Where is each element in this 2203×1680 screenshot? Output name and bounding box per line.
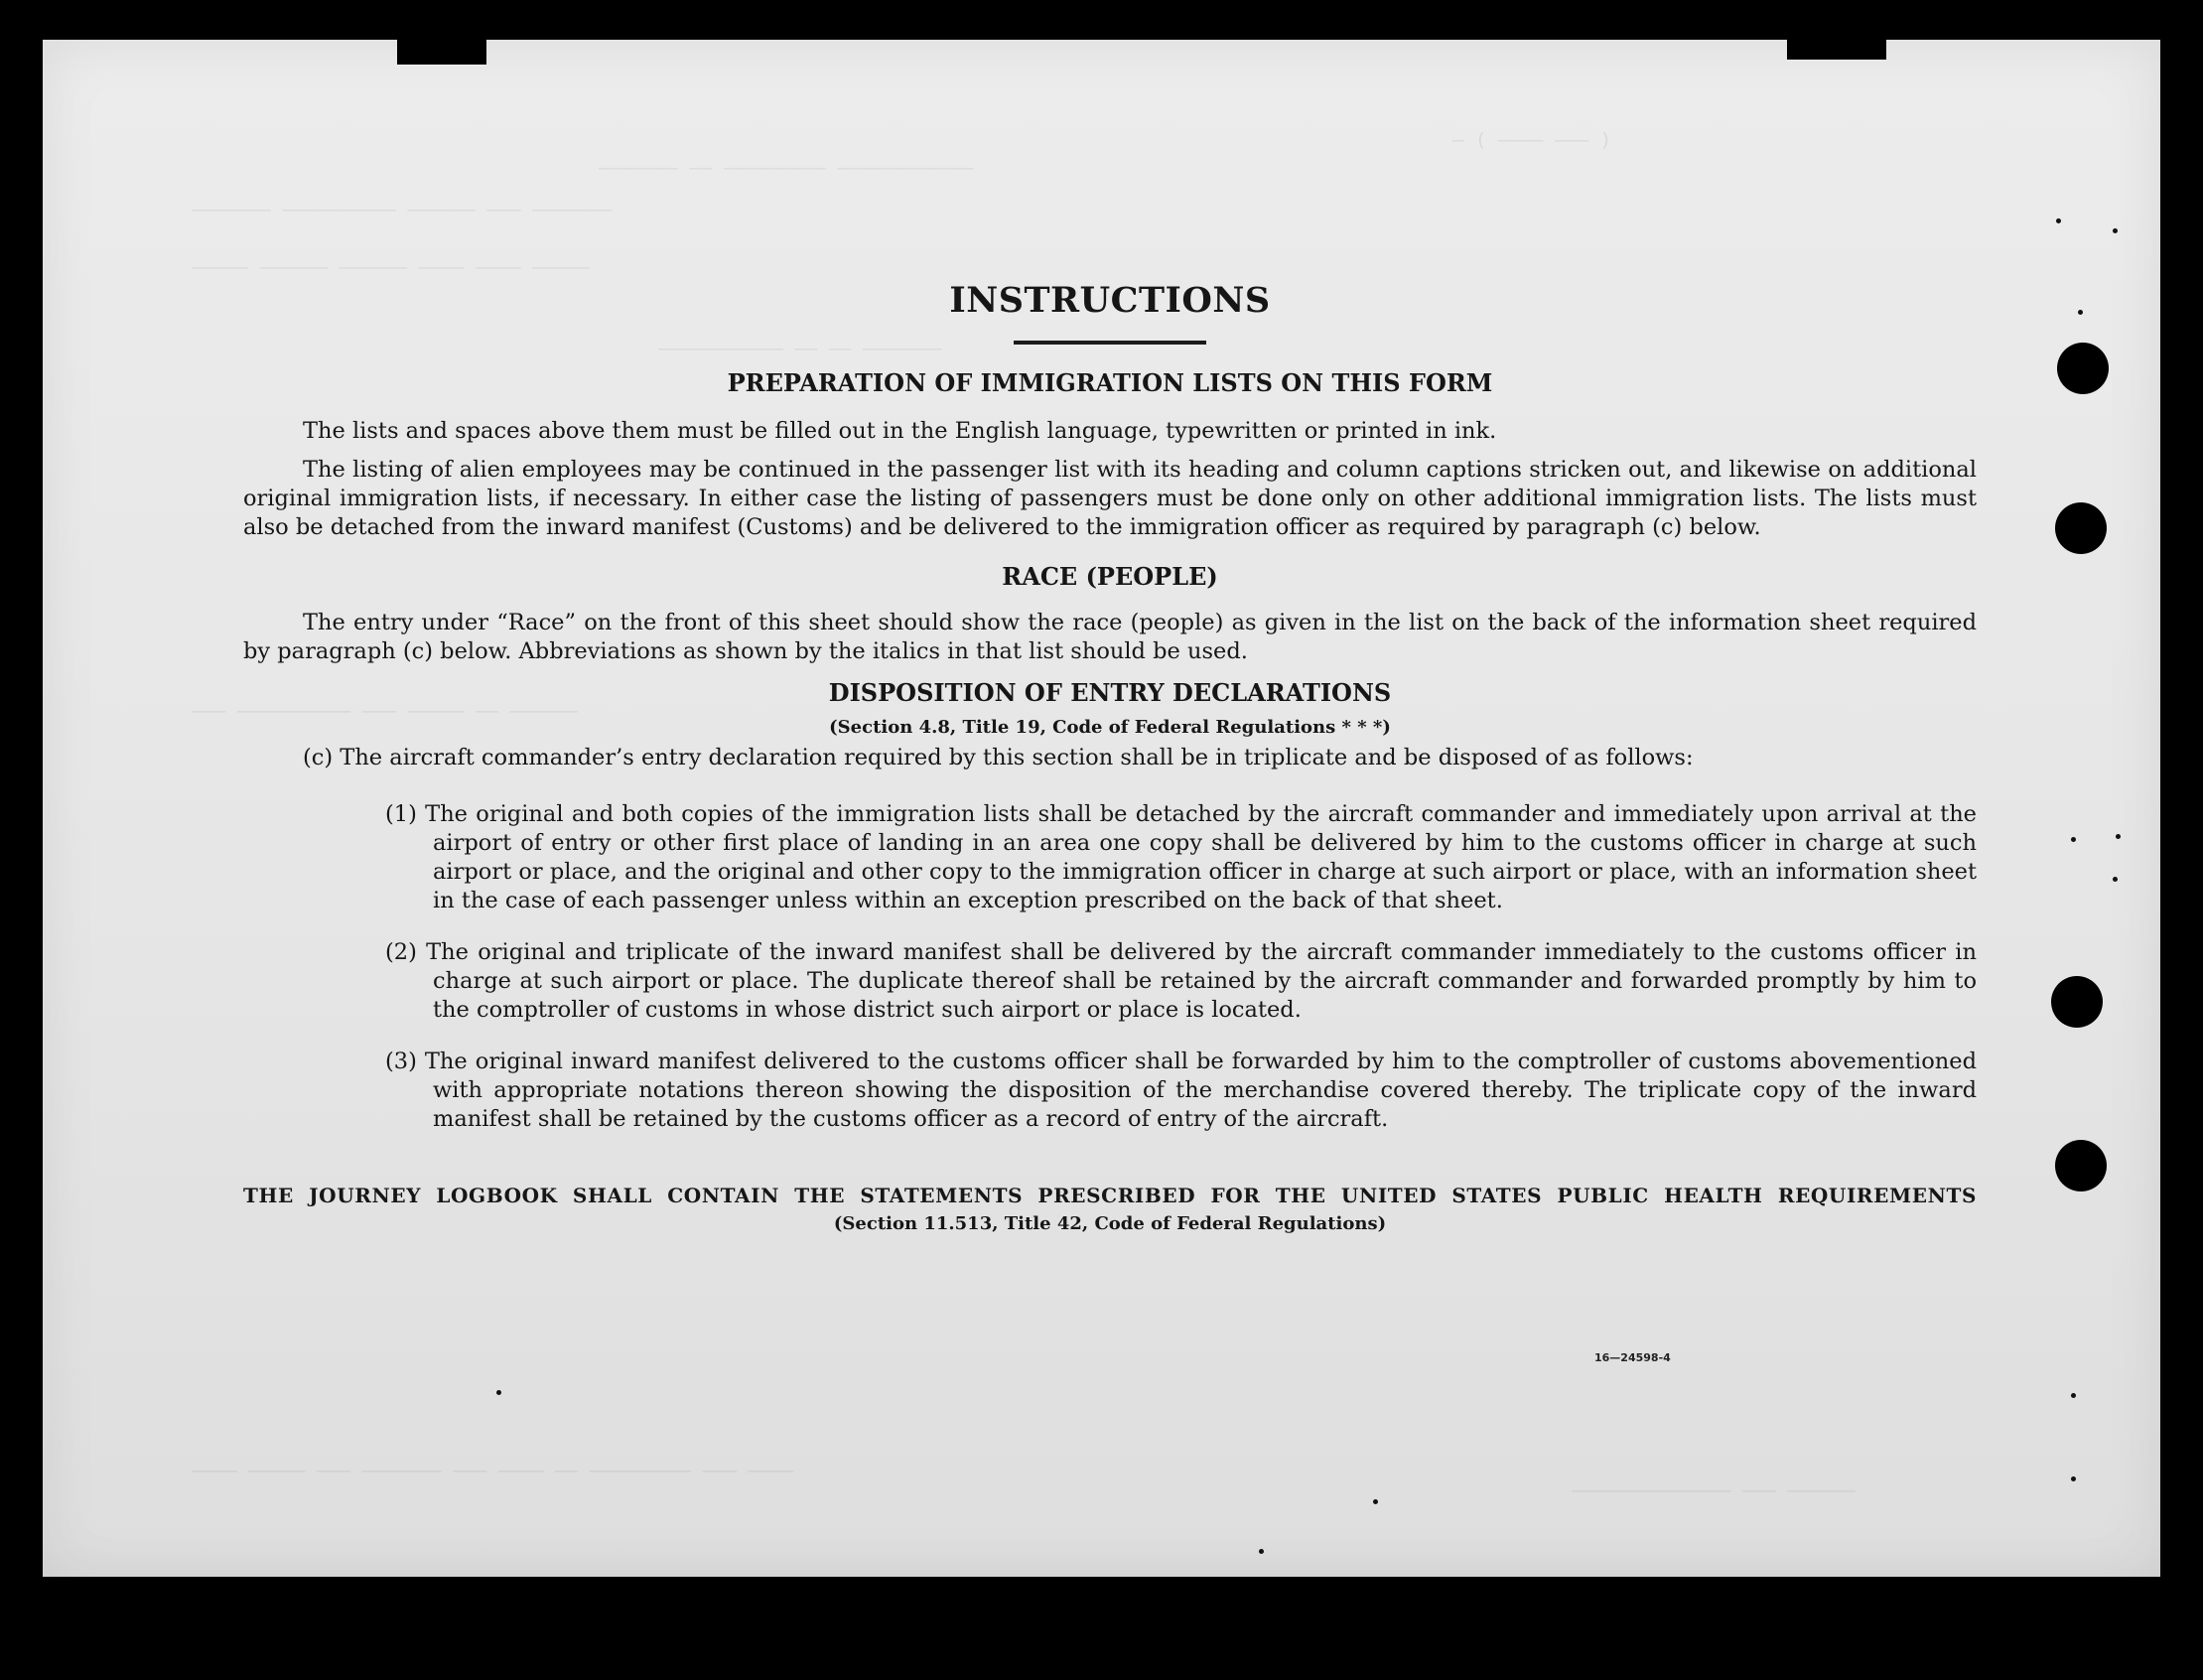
immigration-lists-heading: PREPARATION OF IMMIGRATION LISTS ON THIS FORM — [727, 368, 1493, 397]
speck — [2056, 218, 2061, 223]
speck — [496, 1390, 501, 1395]
bleed-through-text: — ( ———— ——— ) — [1452, 129, 1612, 151]
speck — [2078, 310, 2083, 315]
disposition-heading: DISPOSITION OF ENTRY DECLARATIONS — [828, 678, 1392, 707]
race-heading: RACE (PEOPLE) — [1002, 562, 1218, 591]
bleed-through-text: ——————— —— ————————— ———————————— — [599, 157, 974, 179]
bleed-through-text: ——————— —————————— —————— ——— ——————— — [192, 199, 613, 220]
speck — [1259, 1549, 1264, 1554]
paper-notch — [397, 40, 486, 65]
title-divider — [1014, 341, 1206, 345]
speck — [2071, 837, 2076, 842]
race-paragraph: The entry under “Race” on the front of this sheet should show the race (people) as given in the list on the back of the information sheet required by paragraph (c) below. Abbreviations as shown by the italics in that list should be used. — [243, 610, 1977, 664]
speck — [2116, 834, 2121, 839]
health-requirements-statement: THE JOURNEY LOGBOOK SHALL CONTAIN THE STATEMENTS PRESCRIBED FOR THE UNITED STATES PUBLIC HEALTH REQUIREMENTS — [243, 1184, 1977, 1207]
disposition-citation: (Section 4.8, Title 19, Code of Federal Regulations * * *) — [829, 717, 1391, 738]
speck — [2113, 877, 2118, 882]
disposition-item — [385, 1048, 1977, 1134]
punch-hole — [2055, 502, 2107, 554]
disposition-item — [385, 800, 1977, 915]
speck — [2071, 1393, 2076, 1398]
form-number: 16—24598-4 — [1594, 1351, 1671, 1364]
health-requirements-citation: (Section 11.513, Title 42, Code of Federal Regulations) — [833, 1213, 1387, 1234]
speck — [1373, 1499, 1378, 1504]
punch-hole — [2055, 1140, 2107, 1191]
punch-hole — [2057, 343, 2109, 394]
immigration-paragraph: The listing of alien employees may be continued in the passenger list with its heading and column captions stricken out, and likewise on additional original immigration lists, if necessary. In either case the listing of passengers must be done only on other additional immigration lists. The lists must also be detached from the inward manifest (Customs) and be delivered to the immigration officer as required by paragraph (c) below. — [243, 457, 1977, 540]
bleed-through-text: ———— ————— ——— ——————— ——— ———— —— ————————— ——— ———— — [192, 1460, 794, 1481]
disposition-item — [385, 938, 1977, 1025]
bleed-through-text: ——— —————————— ——— ————— —— —————— — [192, 700, 578, 722]
disposition-item-text: (2) The original and triplicate of the inward manifest shall be delivered by the aircraft commander immediately to the customs officer in charge at such airport or place. The duplicate thereof shall be retained by the aircraft commander and forwarded promptly by him to the comptroller of customs in whose district such airport or place is located. — [385, 939, 1977, 1023]
bleed-through-text: ——————————— —— —— ——————— — [658, 338, 942, 359]
immigration-paragraph: The lists and spaces above them must be filled out in the English language, typewritten or printed in ink. — [303, 418, 1497, 444]
speck — [2071, 1476, 2076, 1481]
disposition-item-text: (3) The original inward manifest delivered to the customs officer shall be forwarded by him to the comptroller of customs abovementioned with appropriate notations thereon showing the disposition of the merchandise covered thereby. The triplicate copy of the inward manifest shall be retained by the customs officer as a record of entry of the aircraft. — [385, 1049, 1977, 1132]
page-title: INSTRUCTIONS — [949, 280, 1271, 321]
bleed-through-text: ————— —————— —————— ———— ———— ————— — [192, 256, 590, 278]
bleed-through-text: —————————————— ——— —————— — [1572, 1479, 1856, 1501]
speck — [2113, 228, 2118, 233]
disposition-intro: (c) The aircraft commander’s entry declaration required by this section shall be in triplicate and be disposed of as follows: — [303, 745, 1694, 770]
paper-notch — [1787, 40, 1886, 60]
disposition-item-text: (1) The original and both copies of the immigration lists shall be detached by the aircraft commander and immediately upon arrival at the airport of entry or other first place of landing in an area one copy shall be delivered by him to the customs officer in charge at such airport or place, and the original and other copy to the immigration officer in charge at such airport or place, with an information sheet in the case of each passenger unless within an exception prescribed on the back of that sheet. — [385, 801, 1977, 913]
instructions-document — [243, 268, 1977, 1234]
punch-hole — [2051, 976, 2103, 1028]
